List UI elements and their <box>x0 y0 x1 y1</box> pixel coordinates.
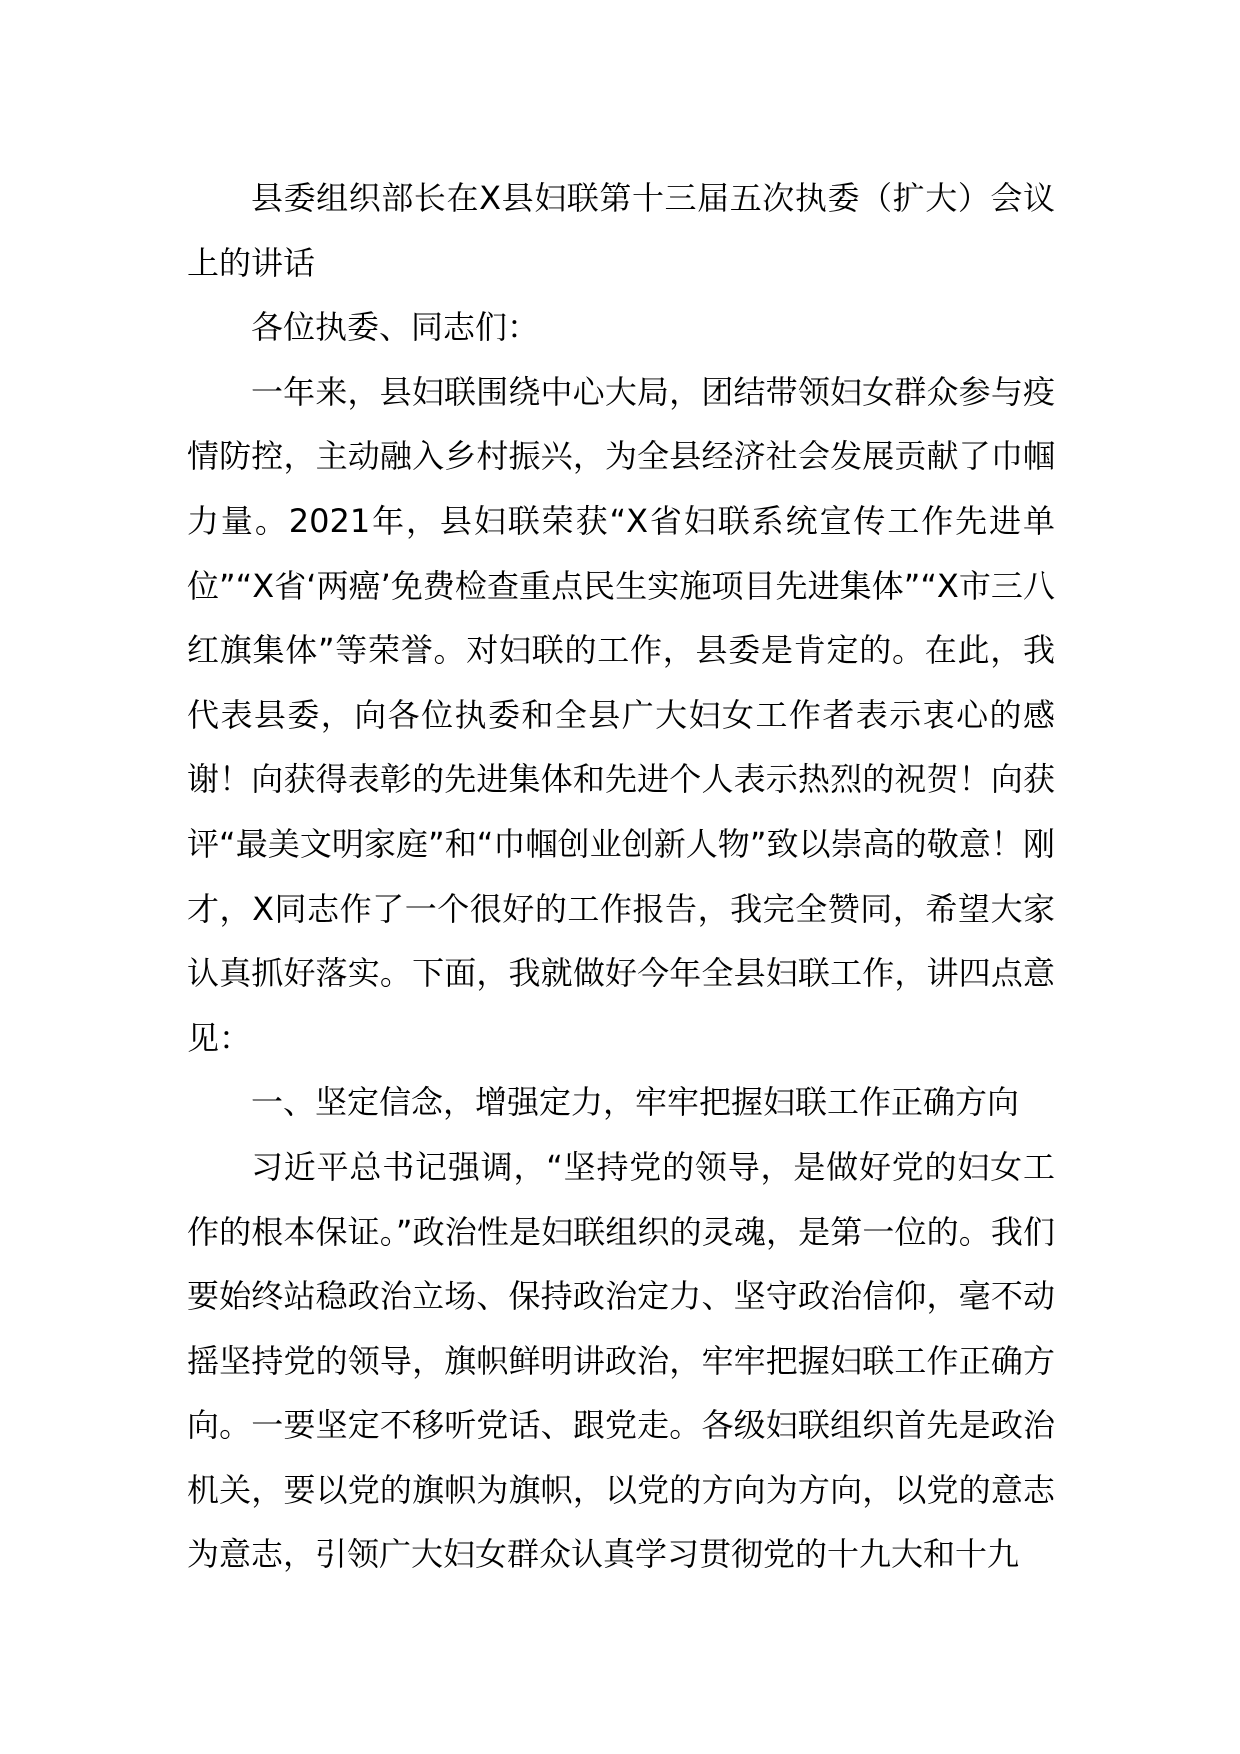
paragraph-section-1: 习近平总书记强调，“坚持党的领导，是做好党的妇女工作的根本保证。”政治性是妇联组织的灵魂，是第一位的。我们要始终站稳政治立场、保持政治定力、坚守政治信仰，毫不动摇坚持党的领导，旗帜鲜明讲政治，牢牢把握妇联工作正确方向。一要坚定不移听党话、跟党走。各级妇联组织首先是政治机关，要以党的旗帜为旗帜，以党的方向为方向，以党的意志为意志，引领广大妇女群众认真学习贯彻党的十九大和十九 <box>187 1147 1055 1574</box>
paragraph-opening: 一年来，县妇联围绕中心大局，团结带领妇女群众参与疫情防控，主动融入乡村振兴，为全县经济社会发展贡献了巾帼力量。2021年，县妇联荣获“X省妇联系统宣传工作先进单位”“X省‘两癌’免费检查重点民生实施项目先进集体”“X市三八红旗集体”等荣誉。对妇联的工作，县委是肯定的。在此，我代表县委，向各位执委和全县广大妇女工作者表示衷心的感谢！向获得表彰的先进集体和先进个人表示热烈的祝贺！向获评“最美文明家庭”和“巾帼创业创新人物”致以崇高的敬意！刚才，X同志作了一个很好的工作报告，我完全赞同，希望大家认真抓好落实。下面，我就做好今年全县妇联工作，讲四点意见： <box>187 372 1055 1057</box>
salutation: 各位执委、同志们： <box>251 308 540 347</box>
document-body <box>187 166 1055 1587</box>
document-title: 县委组织部长在X县妇联第十三届五次执委（扩大）会议上的讲话 <box>187 179 1055 282</box>
section-heading-1: 一、坚定信念，增强定力，牢牢把握妇联工作正确方向 <box>251 1083 1020 1122</box>
